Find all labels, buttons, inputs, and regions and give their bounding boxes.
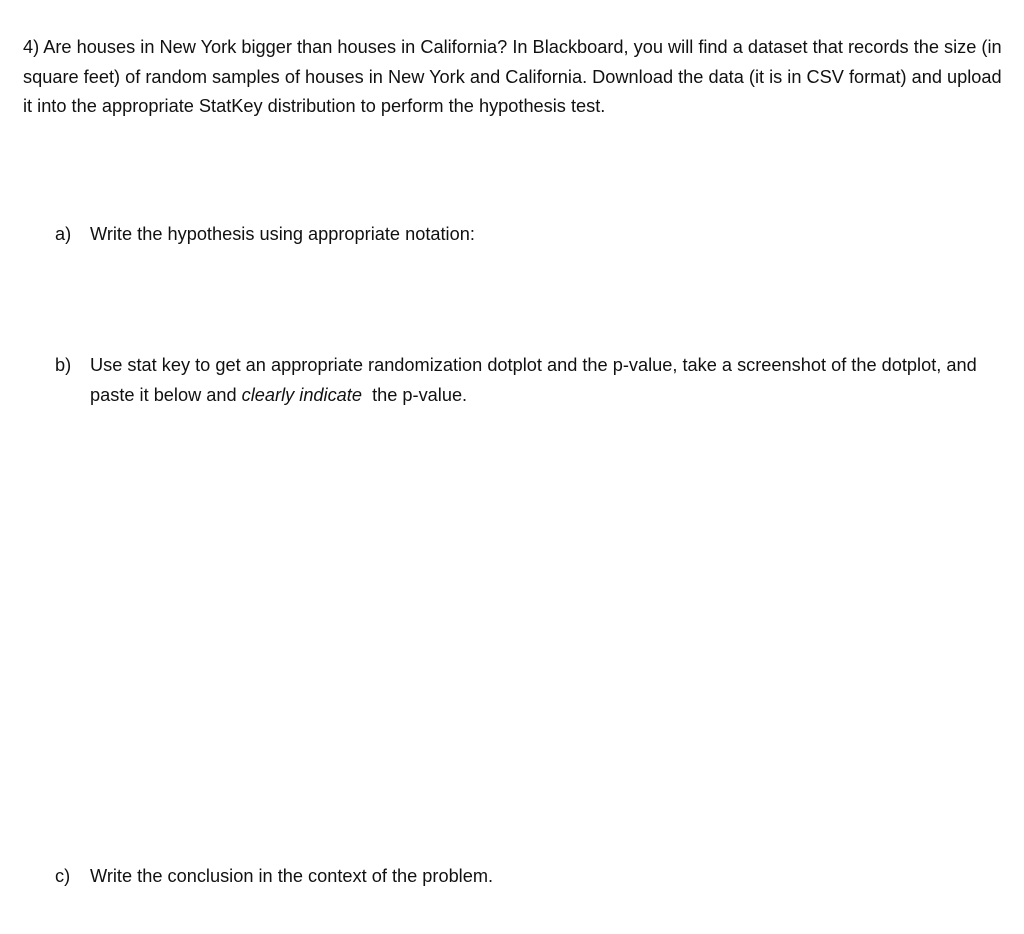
question-text: 4) Are houses in New York bigger than houses in California? In Blackboard, you will find a dataset that records the size (in square feet) of random samples of houses in New York and California. Download the data (it is in CSV format) and upload it into the appropriate StatKey distribution to perform the hypothesis test. — [23, 37, 1002, 116]
part-b-emphasis: clearly indicate — [241, 384, 362, 405]
part-b — [55, 351, 995, 410]
part-c-letter: c) — [55, 866, 71, 886]
part-b-text-after: the p-value. — [361, 384, 468, 405]
part-a — [55, 220, 995, 250]
part-c-text: Write the conclusion in the context of the problem. — [90, 866, 494, 886]
part-b-text — [90, 351, 995, 410]
part-c — [55, 862, 995, 892]
part-a-text: Write the hypothesis using appropriate notation: — [90, 224, 475, 244]
part-a-letter: a) — [55, 224, 72, 244]
part-b-text-before: Use stat key to get an appropriate randomization dotplot and the p-value, take a screenshot of the dotplot, and paste it below and — [90, 355, 977, 405]
part-b-letter: b) — [55, 355, 72, 375]
